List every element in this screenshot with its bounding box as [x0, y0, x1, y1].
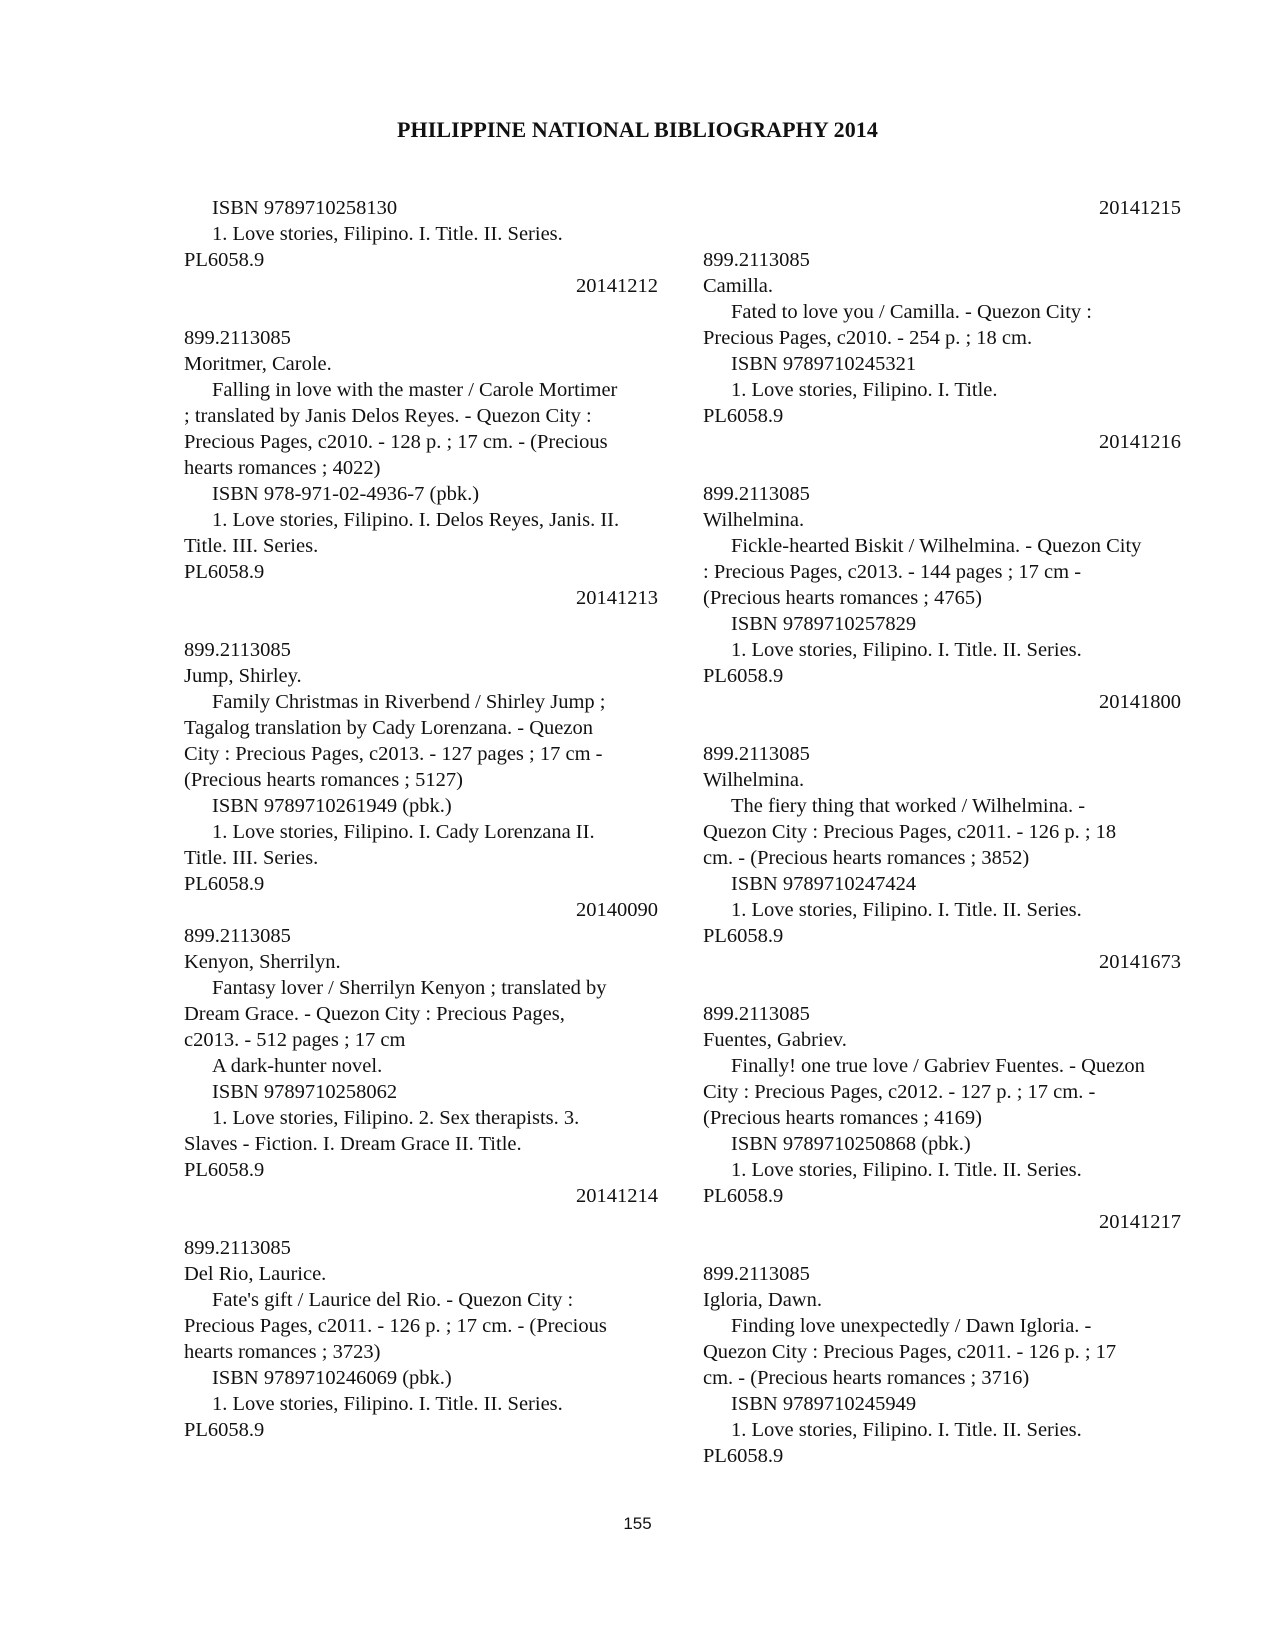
- entry-line: Camilla.: [703, 275, 774, 297]
- entry-line: hearts romances ; 4022): [184, 457, 381, 479]
- entry-line: hearts romances ; 3723): [184, 1341, 381, 1363]
- record-number: 20141673: [1099, 951, 1181, 973]
- entry-line: (Precious hearts romances ; 5127): [184, 769, 463, 791]
- entry-line: 899.2113085: [703, 1003, 810, 1025]
- entry-line: PL6058.9: [703, 405, 784, 427]
- record-number: 20141214: [576, 1185, 658, 1207]
- entry-line: 899.2113085: [703, 1263, 810, 1285]
- entry-separator: [184, 299, 658, 325]
- record-number: 20141213: [576, 587, 658, 609]
- entry-line: 899.2113085: [703, 249, 810, 271]
- entry-line: ISBN 9789710250868 (pbk.): [731, 1133, 971, 1155]
- entry-line: : Precious Pages, c2013. - 144 pages ; 17 cm -: [703, 561, 1082, 583]
- entry-line: City : Precious Pages, c2013. - 127 pages ; 17 cm -: [184, 743, 603, 765]
- entry-line: Fickle-hearted Biskit / Wilhelmina. - Quezon City: [731, 535, 1142, 557]
- entry-line: ISBN 9789710247424: [731, 873, 917, 895]
- entry-line: Title. III. Series.: [184, 847, 319, 869]
- left-column: [184, 195, 658, 1443]
- entry-line: ; translated by Janis Delos Reyes. - Quezon City :: [184, 405, 592, 427]
- entry-line: PL6058.9: [184, 561, 265, 583]
- entry-line: 1. Love stories, Filipino. I. Title. II. Series.: [731, 639, 1082, 661]
- record-number: 20141212: [576, 275, 658, 297]
- entry-line: PL6058.9: [184, 1419, 265, 1441]
- entry-separator: [184, 1209, 658, 1235]
- entry-line: 1. Love stories, Filipino. I. Title. II. Series.: [731, 1159, 1082, 1181]
- entry-separator: [184, 611, 658, 637]
- entry-line: Kenyon, Sherrilyn.: [184, 951, 341, 973]
- entry-line: 1. Love stories, Filipino. I. Title. II. Series.: [731, 1419, 1082, 1441]
- entry-line: 899.2113085: [184, 327, 291, 349]
- page-title: PHILIPPINE NATIONAL BIBLIOGRAPHY 2014: [396, 117, 879, 142]
- entry-line: 1. Love stories, Filipino. I. Cady Lorenzana II.: [212, 821, 595, 843]
- entry-line: cm. - (Precious hearts romances ; 3716): [703, 1367, 1030, 1389]
- entry-line: 899.2113085: [703, 483, 810, 505]
- entry-separator: [703, 975, 1181, 1001]
- entry-separator: [703, 1235, 1181, 1261]
- entry-line: Jump, Shirley.: [184, 665, 302, 687]
- entry-line: Fated to love you / Camilla. - Quezon City :: [731, 301, 1092, 323]
- entry-line: Del Rio, Laurice.: [184, 1263, 327, 1285]
- entry-line: Moritmer, Carole.: [184, 353, 332, 375]
- entry-line: A dark-hunter novel.: [212, 1055, 383, 1077]
- entry-line: ISBN 978-971-02-4936-7 (pbk.): [212, 483, 480, 505]
- entry-line: PL6058.9: [184, 873, 265, 895]
- entry-line: PL6058.9: [703, 925, 784, 947]
- entry-separator: [703, 715, 1181, 741]
- record-number: 20141217: [1099, 1211, 1181, 1233]
- record-number: 20141216: [1099, 431, 1181, 453]
- entry-line: PL6058.9: [703, 665, 784, 687]
- entry-line: 1. Love stories, Filipino. I. Title. II. Series.: [212, 1393, 563, 1415]
- entry-line: Precious Pages, c2010. - 254 p. ; 18 cm.: [703, 327, 1033, 349]
- record-number: 20140090: [576, 899, 658, 921]
- entry-line: 899.2113085: [184, 639, 291, 661]
- entry-line: PL6058.9: [184, 1159, 265, 1181]
- entry-line: Title. III. Series.: [184, 535, 319, 557]
- entry-line: ISBN 9789710258130: [212, 197, 398, 219]
- record-number: 20141215: [1099, 197, 1181, 219]
- entry-line: Falling in love with the master / Carole Mortimer: [212, 379, 618, 401]
- entry-line: Quezon City : Precious Pages, c2011. - 126 p. ; 18: [703, 821, 1117, 843]
- entry-line: Fantasy lover / Sherrilyn Kenyon ; translated by: [212, 977, 607, 999]
- entry-line: ISBN 9789710245949: [731, 1393, 917, 1415]
- entry-line: The fiery thing that worked / Wilhelmina. -: [731, 795, 1086, 817]
- entry-line: ISBN 9789710246069 (pbk.): [212, 1367, 452, 1389]
- entry-line: c2013. - 512 pages ; 17 cm: [184, 1029, 406, 1051]
- entry-line: 899.2113085: [184, 1237, 291, 1259]
- entry-line: (Precious hearts romances ; 4169): [703, 1107, 982, 1129]
- entry-line: 899.2113085: [184, 925, 291, 947]
- entry-line: Dream Grace. - Quezon City : Precious Pages,: [184, 1003, 565, 1025]
- entry-line: Quezon City : Precious Pages, c2011. - 126 p. ; 17: [703, 1341, 1117, 1363]
- entry-line: Family Christmas in Riverbend / Shirley Jump ;: [212, 691, 606, 713]
- entry-line: Precious Pages, c2010. - 128 p. ; 17 cm. - (Precious: [184, 431, 608, 453]
- entry-line: ISBN 9789710261949 (pbk.): [212, 795, 452, 817]
- entry-line: PL6058.9: [703, 1445, 784, 1467]
- entry-line: PL6058.9: [703, 1185, 784, 1207]
- entry-line: Precious Pages, c2011. - 126 p. ; 17 cm. - (Precious: [184, 1315, 607, 1337]
- record-number: 20141800: [1099, 691, 1181, 713]
- right-column: [703, 195, 1181, 1469]
- entry-line: ISBN 9789710257829: [731, 613, 917, 635]
- entry-line: Finally! one true love / Gabriev Fuentes. - Quezon: [731, 1055, 1145, 1077]
- entry-line: Wilhelmina.: [703, 509, 805, 531]
- entry-line: Tagalog translation by Cady Lorenzana. - Quezon: [184, 717, 593, 739]
- entry-line: 1. Love stories, Filipino. I. Title. II. Series.: [212, 223, 563, 245]
- entry-line: Fate's gift / Laurice del Rio. - Quezon City :: [212, 1289, 574, 1311]
- entry-line: Fuentes, Gabriev.: [703, 1029, 847, 1051]
- entry-line: 899.2113085: [703, 743, 810, 765]
- entry-line: City : Precious Pages, c2012. - 127 p. ; 17 cm. -: [703, 1081, 1096, 1103]
- page-number: 155: [623, 1514, 652, 1533]
- entry-separator: [703, 455, 1181, 481]
- entry-line: cm. - (Precious hearts romances ; 3852): [703, 847, 1030, 869]
- entry-line: ISBN 9789710258062: [212, 1081, 398, 1103]
- entry-line: 1. Love stories, Filipino. I. Title.: [731, 379, 998, 401]
- entry-line: Wilhelmina.: [703, 769, 805, 791]
- entry-line: Slaves - Fiction. I. Dream Grace II. Title.: [184, 1133, 522, 1155]
- entry-line: PL6058.9: [184, 249, 265, 271]
- entry-line: ISBN 9789710245321: [731, 353, 917, 375]
- entry-line: Igloria, Dawn.: [703, 1289, 822, 1311]
- entry-line: (Precious hearts romances ; 4765): [703, 587, 982, 609]
- entry-line: 1. Love stories, Filipino. I. Title. II. Series.: [731, 899, 1082, 921]
- entry-line: 1. Love stories, Filipino. 2. Sex therapists. 3.: [212, 1107, 580, 1129]
- entry-line: 1. Love stories, Filipino. I. Delos Reyes, Janis. II.: [212, 509, 620, 531]
- entry-separator: [703, 221, 1181, 247]
- entry-line: Finding love unexpectedly / Dawn Igloria. -: [731, 1315, 1092, 1337]
